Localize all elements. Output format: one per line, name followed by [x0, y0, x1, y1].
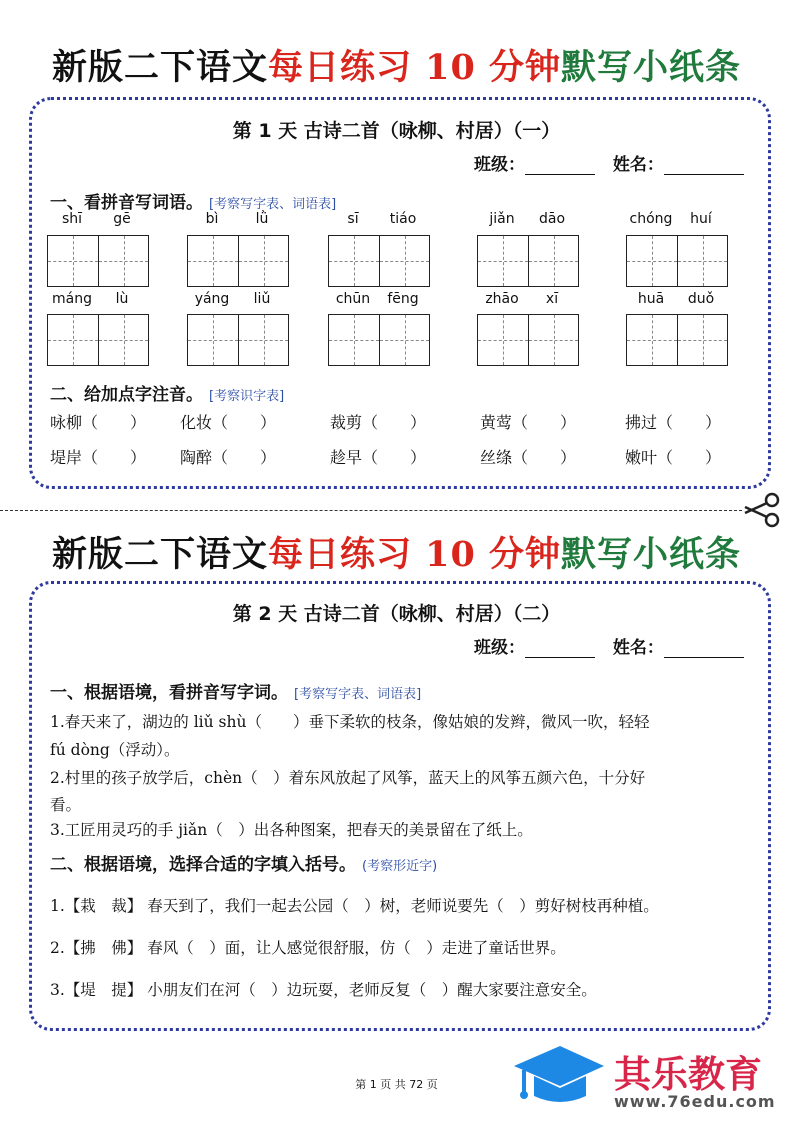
writing-cell[interactable] — [627, 236, 677, 286]
header-part-black: 新版二下语文 — [51, 47, 268, 88]
header-part-red: 每日练习 10 分钟 — [267, 47, 562, 88]
writing-grid[interactable] — [328, 314, 430, 366]
writing-grid[interactable] — [626, 235, 728, 287]
pinyin-label: fēng — [387, 291, 419, 307]
sentence-2-line-2: 看。 — [50, 796, 82, 814]
pinyin-label: yáng — [194, 291, 230, 307]
section-title: 一、根据语境，看拼音写字词。 — [50, 683, 288, 703]
brand-name: 其乐教育 — [614, 1053, 762, 1096]
pinyin-label: huā — [637, 291, 665, 307]
graduation-cap-icon — [510, 1040, 606, 1110]
pinyin-label: lù — [115, 291, 129, 307]
writing-cell[interactable] — [478, 315, 528, 365]
pinyin-label: bì — [205, 211, 219, 227]
pinyin-label: liǔ — [253, 291, 271, 307]
sentence-3-line-1: 3.工匠用灵巧的手 jiǎn（ ）出各种图案，把春天的美景留在了纸上。 — [50, 821, 533, 839]
sentence-1-line-1: 1.春天来了，湖边的 liǔ shù（ ）垂下柔软的枝条，像姑娘的发辫，微风一吹，轻轻 — [50, 713, 650, 731]
class-blank[interactable] — [525, 639, 595, 658]
writing-cell[interactable] — [238, 236, 288, 286]
writing-grid[interactable] — [626, 314, 728, 366]
word-item: 趁早（ ） — [330, 448, 427, 467]
writing-grid[interactable] — [187, 314, 289, 366]
writing-cell[interactable] — [329, 315, 379, 365]
word-item: 拂过（ ） — [625, 413, 722, 432]
brand-url: www.76edu.com — [614, 1092, 776, 1111]
word-item: 丝绦（ ） — [480, 448, 577, 467]
writing-cell[interactable] — [329, 236, 379, 286]
class-label: 班级： — [474, 638, 525, 658]
writing-cell[interactable] — [677, 236, 727, 286]
pinyin-label: tiáo — [389, 211, 417, 227]
section-title: 二、给加点字注音。 — [50, 385, 203, 405]
pinyin-label: sī — [347, 211, 359, 227]
header-part-red: 每日练习 10 分钟 — [267, 534, 562, 575]
pinyin-label: chūn — [335, 291, 371, 307]
question-1: 1.【栽 裁】 春天到了，我们一起去公园（ ）树，老师说要先（ ）剪好树枝再种植。 — [50, 897, 659, 915]
sentence-2-line-1: 2.村里的孩子放学后，chèn（ ）着东风放起了风筝，蓝天上的风筝五颜六色，十分好 — [50, 769, 646, 787]
word-item: 堤岸（ ） — [50, 448, 147, 467]
pinyin-label: lǜ — [255, 211, 269, 227]
class-blank[interactable] — [525, 156, 595, 175]
word-item: 嫩叶（ ） — [625, 448, 722, 467]
header-part-black: 新版二下语文 — [51, 534, 268, 575]
section-hint: [考察写字表、词语表] — [209, 197, 337, 212]
scissors-icon — [742, 492, 782, 528]
day1-section2-heading — [50, 380, 284, 405]
writing-cell[interactable] — [379, 236, 429, 286]
name-label: 姓名： — [612, 155, 664, 175]
class-label: 班级： — [474, 155, 525, 175]
pinyin-label: máng — [52, 291, 92, 307]
pinyin-label: duǒ — [687, 291, 715, 307]
section-hint: [考察写字表、词语表] — [294, 687, 422, 702]
pinyin-label: chóng — [629, 211, 673, 227]
page-header-2 — [0, 527, 793, 577]
writing-cell[interactable] — [528, 236, 578, 286]
writing-cell[interactable] — [48, 315, 98, 365]
day2-title: 第 2 天 古诗二首（咏柳、村居）（二） — [232, 603, 561, 625]
day2-class-name-line — [474, 633, 744, 658]
word-item: 陶醉（ ） — [180, 448, 277, 467]
writing-grid[interactable] — [47, 314, 149, 366]
section-hint: [考察识字表] — [209, 389, 285, 404]
writing-cell[interactable] — [379, 315, 429, 365]
day2-section1-heading — [50, 678, 421, 703]
word-item: 黄莺（ ） — [480, 413, 577, 432]
header-part-green: 默写小纸条 — [561, 534, 742, 575]
writing-cell[interactable] — [478, 236, 528, 286]
name-blank[interactable] — [664, 639, 744, 658]
pinyin-label: huí — [690, 211, 712, 227]
pinyin-label: dāo — [538, 211, 566, 227]
writing-cell[interactable] — [98, 236, 148, 286]
question-3: 3.【堤 提】 小朋友们在河（ ）边玩耍，老师反复（ ）醒大家要注意安全。 — [50, 981, 597, 999]
writing-cell[interactable] — [528, 315, 578, 365]
day2-section2-heading — [50, 850, 437, 875]
writing-grid[interactable] — [328, 235, 430, 287]
day1-title: 第 1 天 古诗二首（咏柳、村居）（一） — [232, 120, 561, 142]
page-header-1 — [0, 40, 793, 90]
writing-cell[interactable] — [48, 236, 98, 286]
name-label: 姓名： — [612, 638, 664, 658]
writing-cell[interactable] — [98, 315, 148, 365]
sentence-1-line-2: fú dòng（浮动）。 — [50, 741, 180, 759]
section-title: 二、根据语境，选择合适的字填入括号。 — [50, 855, 356, 875]
writing-grid[interactable] — [47, 235, 149, 287]
header-part-green: 默写小纸条 — [561, 47, 742, 88]
question-2: 2.【拂 佛】 春风（ ）面，让人感觉很舒服，仿（ ）走进了童话世界。 — [50, 939, 566, 957]
writing-grid[interactable] — [477, 314, 579, 366]
writing-cell[interactable] — [238, 315, 288, 365]
writing-cell[interactable] — [677, 315, 727, 365]
writing-cell[interactable] — [188, 315, 238, 365]
word-item: 咏柳（ ） — [50, 413, 147, 432]
writing-grid[interactable] — [187, 235, 289, 287]
page-footer: 第 1 页 共 72 页 — [355, 1078, 438, 1091]
name-blank[interactable] — [664, 156, 744, 175]
word-item: 化妆（ ） — [180, 413, 277, 432]
section-title: 一、看拼音写词语。 — [50, 193, 203, 213]
pinyin-label: zhāo — [485, 291, 519, 307]
writing-cell[interactable] — [627, 315, 677, 365]
day1-section1-heading — [50, 188, 336, 213]
word-item: 裁剪（ ） — [330, 413, 427, 432]
day1-class-name-line — [474, 150, 744, 175]
writing-cell[interactable] — [188, 236, 238, 286]
pinyin-label: xī — [545, 291, 559, 307]
cut-line — [0, 510, 742, 511]
pinyin-label: jiǎn — [489, 211, 515, 227]
section-hint: (考察形近字) — [362, 859, 438, 874]
writing-grid[interactable] — [477, 235, 579, 287]
pinyin-label: gē — [113, 211, 131, 227]
pinyin-label: shī — [61, 211, 83, 227]
